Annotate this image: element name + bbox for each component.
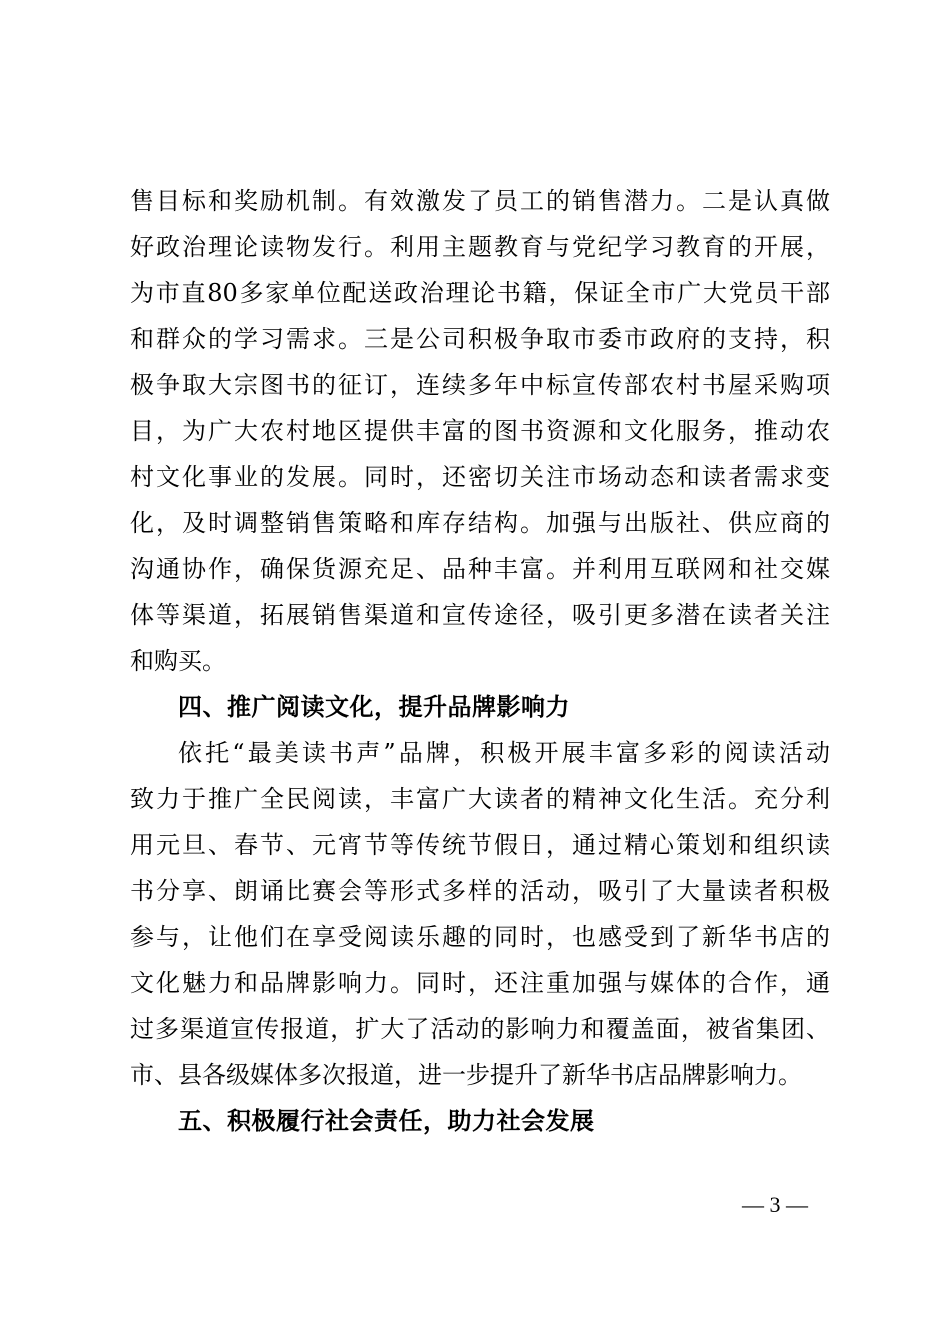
document-body <box>130 178 830 1144</box>
body-line: 化，及时调整销售策略和库存结构。加强与出版社、供应商的 <box>130 509 830 537</box>
section-heading-5: 五、积极履行社会责任，助力社会发展 <box>178 1107 595 1135</box>
body-line: 村文化事业的发展。同时，还密切关注市场动态和读者需求变 <box>130 463 830 491</box>
page-number: — 3 — <box>742 1192 808 1217</box>
body-line: 极争取大宗图书的征订，连续多年中标宣传部农村书屋采购项 <box>130 371 830 399</box>
section-heading-4: 四、推广阅读文化，提升品牌影响力 <box>178 693 570 721</box>
body-line: 依托“最美读书声”品牌，积极开展丰富多彩的阅读活动 <box>178 739 830 767</box>
body-line: 致力于推广全民阅读，丰富广大读者的精神文化生活。充分利 <box>130 785 830 813</box>
body-line: 和购买。 <box>130 647 226 675</box>
body-line: 书分享、朗诵比赛会等形式多样的活动，吸引了大量读者积极 <box>130 877 830 905</box>
body-line: 体等渠道，拓展销售渠道和宣传途径，吸引更多潜在读者关注 <box>130 601 830 629</box>
body-line: 参与，让他们在享受阅读乐趣的同时，也感受到了新华书店的 <box>130 923 830 951</box>
body-line: 目，为广大农村地区提供丰富的图书资源和文化服务，推动农 <box>130 417 830 445</box>
body-line: 和群众的学习需求。三是公司积极争取市委市政府的支持，积 <box>130 325 830 353</box>
body-line: 为市直80多家单位配送政治理论书籍，保证全市广大党员干部 <box>130 279 830 307</box>
body-line: 过多渠道宣传报道，扩大了活动的影响力和覆盖面，被省集团、 <box>130 1015 830 1043</box>
body-line: 市、县各级媒体多次报道，进一步提升了新华书店品牌影响力。 <box>130 1061 802 1089</box>
body-line: 售目标和奖励机制。有效激发了员工的销售潜力。二是认真做 <box>130 187 830 215</box>
body-line: 沟通协作，确保货源充足、品种丰富。并利用互联网和社交媒 <box>130 555 830 583</box>
body-line: 好政治理论读物发行。利用主题教育与党纪学习教育的开展， <box>130 233 830 261</box>
body-line: 用元旦、春节、元宵节等传统节假日，通过精心策划和组织读 <box>130 831 830 859</box>
body-line: 文化魅力和品牌影响力。同时，还注重加强与媒体的合作，通 <box>130 969 830 997</box>
